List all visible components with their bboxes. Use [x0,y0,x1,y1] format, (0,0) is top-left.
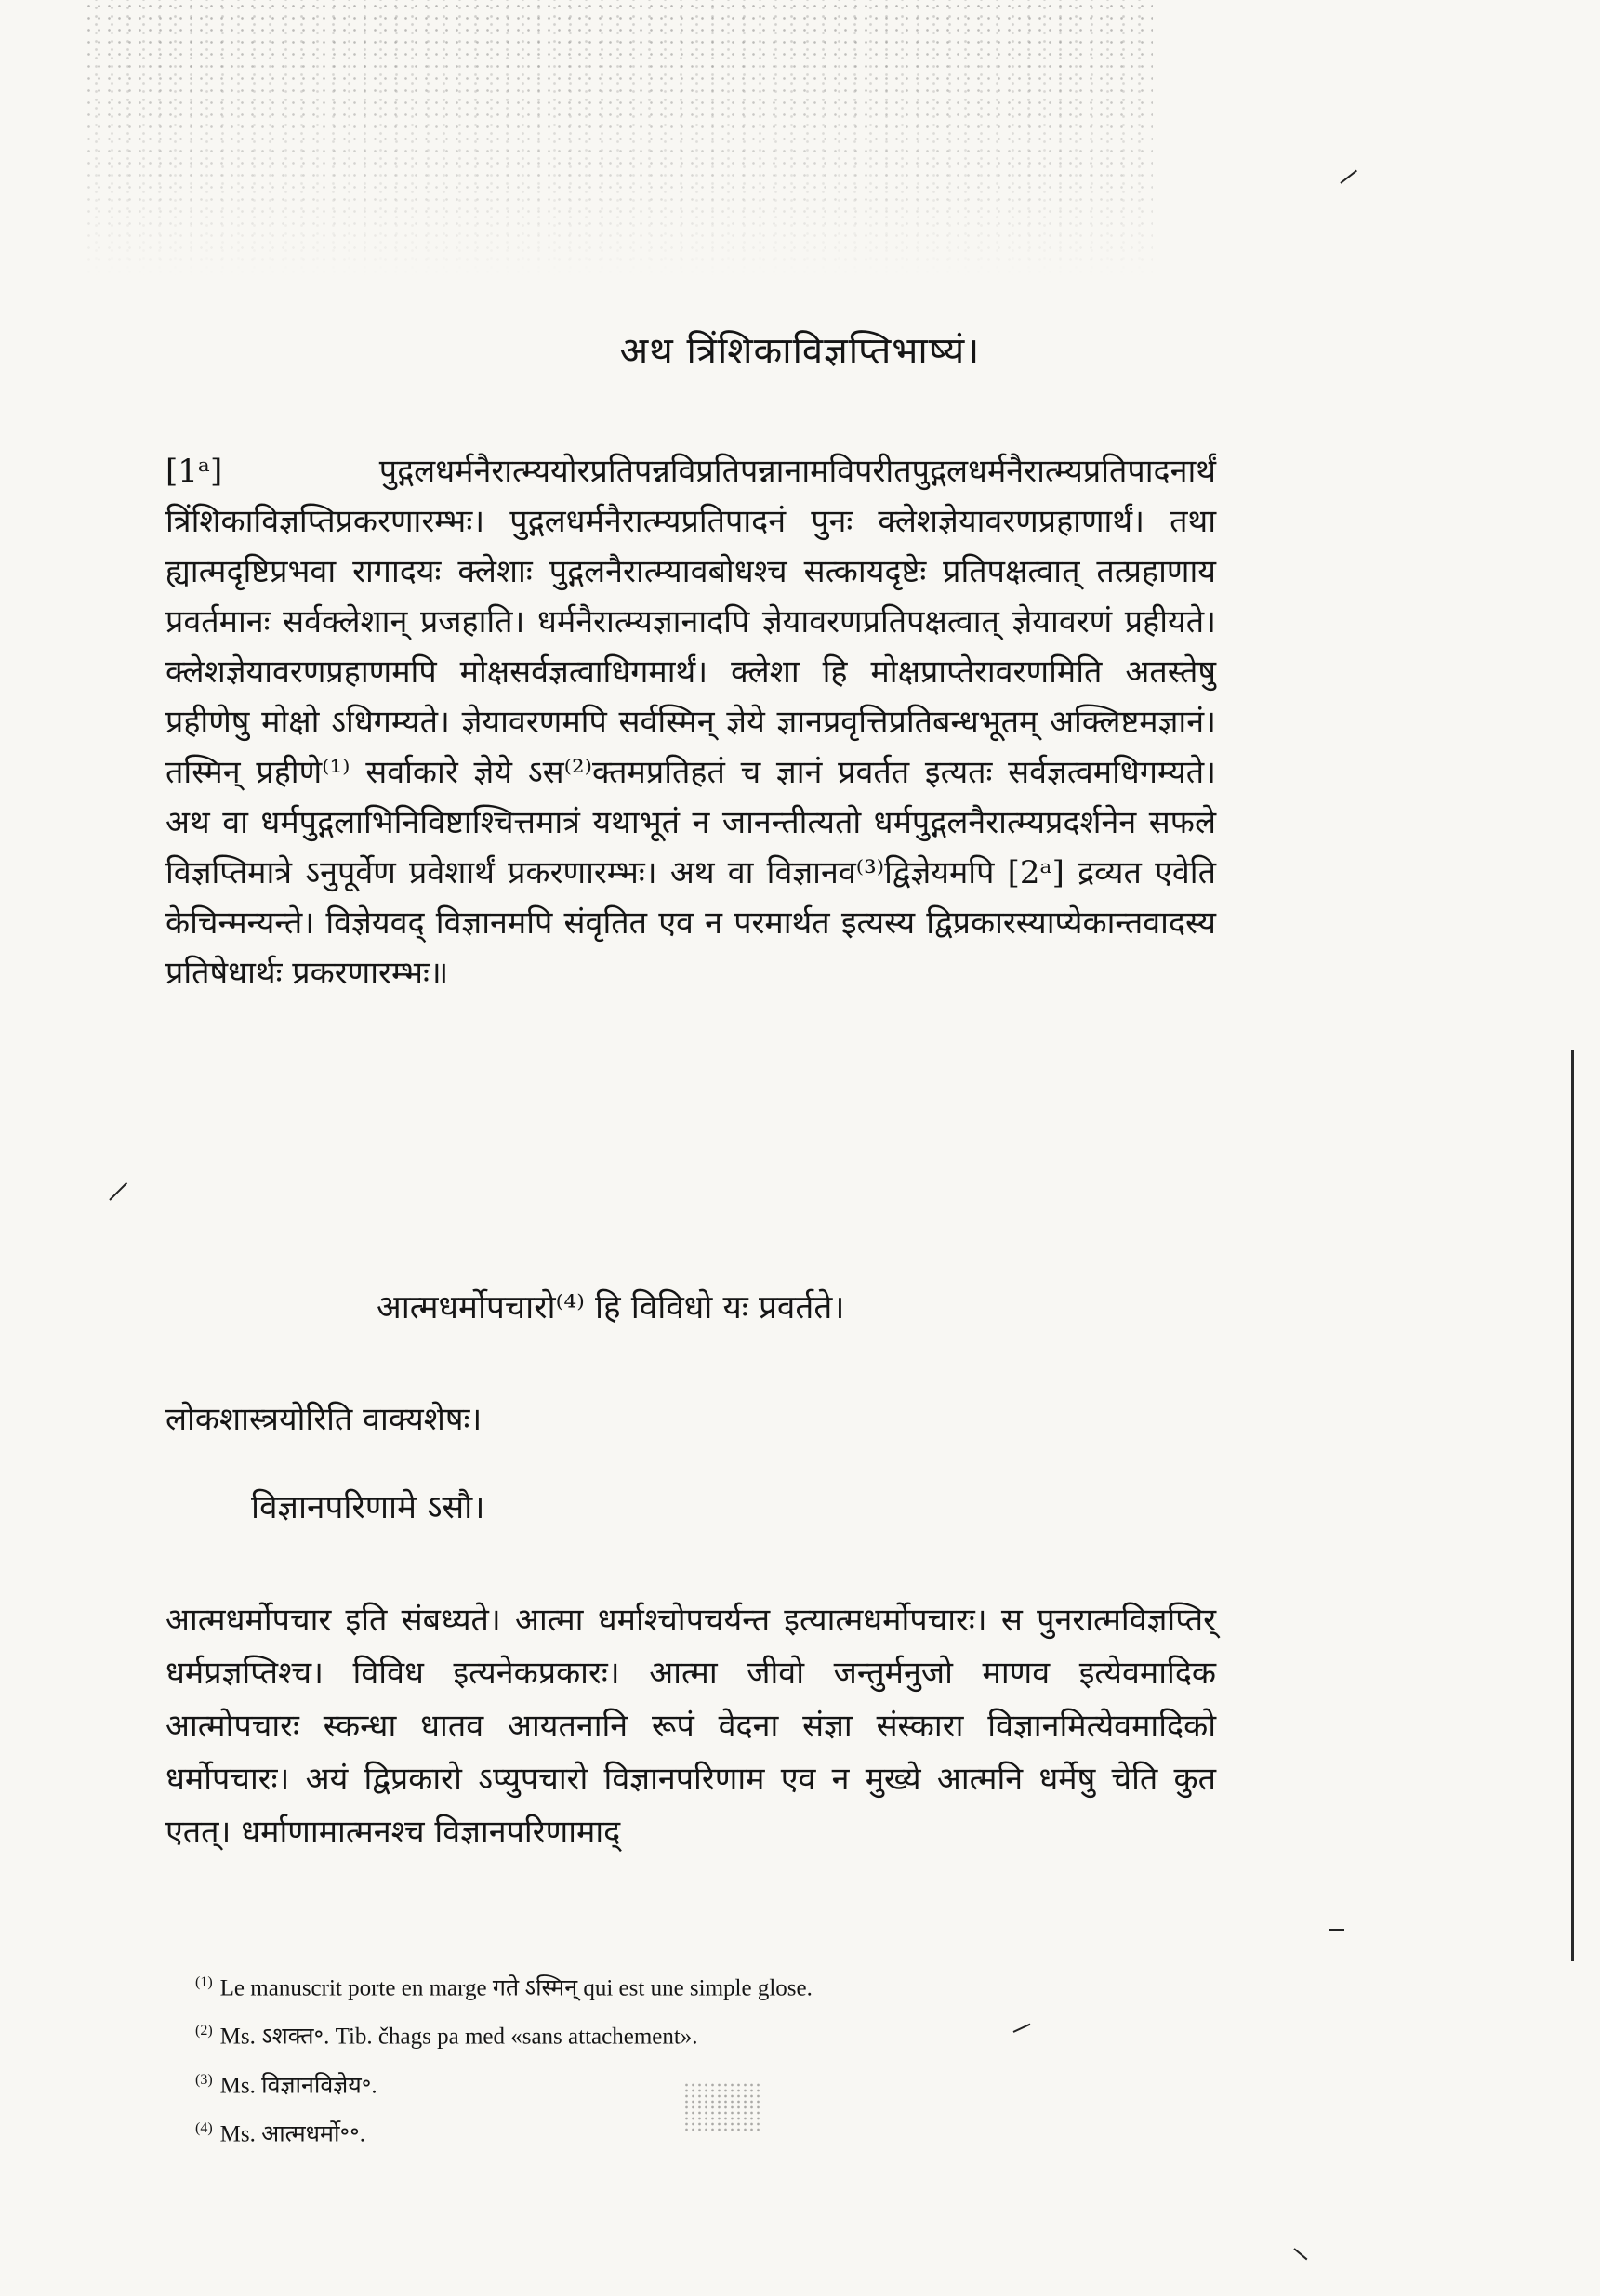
paragraph-1: [1ᵃ] पुद्गलधर्मनैरात्म्ययोरप्रतिपन्नविप्रतिपन्नानामविपरीतपुद्गलधर्मनैरात्म्यप्रतिपादनार्थं त्रिंशिकाविज्ञप्तिप्रकरणारम्भः। पुद्गलधर्मनैरात्म्यप्रतिपादनं पुनः क्लेशज्ञेयावरणप्रहाणार्थं। तथा ह्यात्मदृष्टिप्रभवा रागादयः क्लेशाः पुद्गलनैरात्म्यावबोधश्च सत्कायदृष्टेः प्रतिपक्षत्वात् तत्प्रहाणाय प्रवर्तमानः सर्वक्लेशान् प्रजहाति। धर्मनैरात्म्यज्ञानादपि ज्ञेयावरणप्रतिपक्षत्वात् ज्ञेयावरणं प्रहीयते। क्लेशज्ञेयावरणप्रहाणमपि मोक्षसर्वज्ञत्वाधिगमार्थं। क्लेशा हि मोक्षप्राप्तेरावरणमिति अतस्तेषु प्रहीणेषु मोक्षो ऽधिगम्यते। ज्ञेयावरणमपि सर्वस्मिन् ज्ञेये ज्ञानप्रवृत्तिप्रतिबन्धभूतम् अक्लिष्टमज्ञानं। तस्मिन् प्रहीणे⁽¹⁾ सर्वाकारे ज्ञेये ऽस⁽²⁾क्तमप्रतिहतं च ज्ञानं प्रवर्तत इत्यतः सर्वज्ञत्वमधिगम्यते। अथ वा धर्मपुद्गलाभिनिविष्टाश्चित्तमात्रं यथाभूतं न जानन्तीत्यतो धर्मपुद्गलनैरात्म्यप्रदर्शनेन सफले विज्ञप्तिमात्रे ऽनुपूर्वेण प्रवेशार्थं प्रकरणारम्भः। अथ वा विज्ञानव⁽³⁾द्विज्ञेयमपि [2ᵃ] द्रव्यत एवेति केचिन्मन्यन्ते। विज्ञेयवद् विज्ञानमपि संवृतित एव न परमार्थत इत्यस्य द्विप्रकारस्याप्येकान्तवादस्य प्रतिषेधार्थः प्रकरणारम्भः॥ [165,453,1216,992]
footnote-text: Ms. विज्ञानविज्ञेय॰. [219,2072,377,2098]
page-title: अथ त्रिंशिकाविज्ञप्तिभाष्यं। [619,330,981,373]
scan-noise-top [84,0,1153,279]
pencil-mark [1340,170,1357,184]
footnote [195,1961,1218,2010]
footnote [195,2107,1218,2156]
verse-2: विज्ञानपरिणामे ऽसौ। [251,1489,485,1526]
footnote [195,2010,1218,2058]
paragraph-2: आत्मधर्मोपचार इति संबध्यते। आत्मा धर्माश्चोपचर्यन्त इत्यात्मधर्मोपचारः। स पुनरात्मविज्ञप्तिर् धर्मप्रज्ञप्तिश्च। विविध इत्यनेकप्रकारः। आत्मा जीवो जन्तुर्मनुजो माणव इत्येवमादिक आत्मोपचारः स्कन्धा धातव आयतनानि रूपं वेदना संज्ञा संस्कारा विज्ञानमित्येवमादिको धर्मोपचारः। अयं द्विप्रकारो ऽप्युपचारो विज्ञानपरिणाम एव न मुख्ये आत्मनि धर्मेषु चेति कुत एतत्। धर्माणामात्मनश्च विज्ञानपरिणामाद् [165,1602,1216,1851]
pencil-mark [109,1182,127,1201]
footnote-text: Ms. ऽशक्त॰. Tib. čhags pa med «sans attachement». [219,2024,698,2050]
footnote [195,2059,1218,2107]
footnote-number: (1) [195,1974,213,1990]
footnote-number: (4) [195,2119,213,2136]
footnote-number: (2) [195,2023,213,2039]
pencil-mark [1293,2248,1307,2260]
footnotes [195,1961,1218,2156]
pencil-mark [1329,1929,1344,1931]
footnote-text: Ms. आत्मधर्मो॰॰. [219,2121,365,2147]
commentary-1: लोकशास्त्रयोरिति वाक्यशेषः। [165,1401,483,1438]
verse-1: आत्मधर्मोपचारो⁽⁴⁾ हि विविधो यः प्रवर्तते। [377,1289,845,1326]
footnote-text: Le manuscrit porte en marge गते ऽस्मिन् qui est une simple glose. [219,1975,813,2001]
footnote-number: (3) [195,2071,213,2088]
margin-rule [1571,1050,1574,1961]
